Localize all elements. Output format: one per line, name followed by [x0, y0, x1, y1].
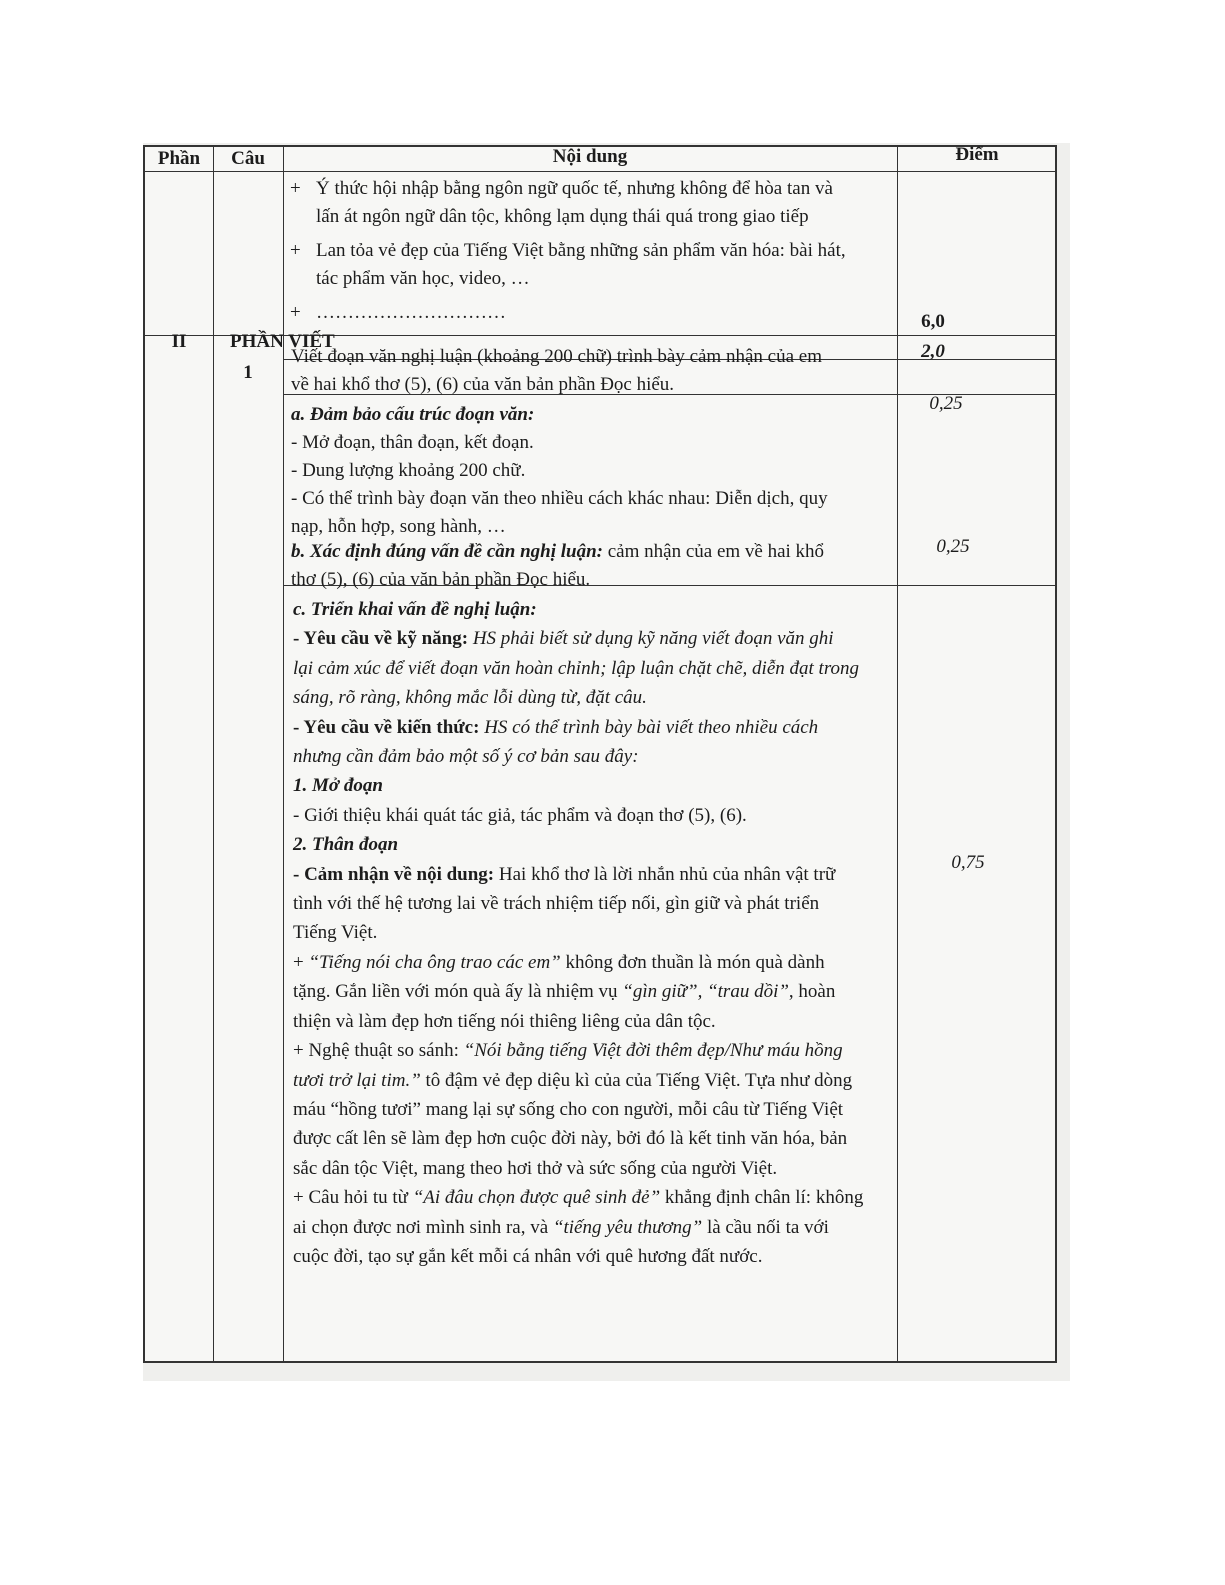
question-prompt: Viết đoạn văn nghị luận (khoảng 200 chữ) trình bày cảm nhận của em về hai khổ thơ (5), (6) của văn bản phần Đọc hiểu.	[291, 346, 822, 395]
part-b: b. Xác định đúng vấn đề cần nghị luận: cảm nhận của em về hai khổ thơ (5), (6) của văn bản phần Đọc hiểu.	[291, 541, 825, 590]
answer-key-table	[143, 145, 1057, 1363]
heading-than-doan: 2. Thân đoạn	[293, 834, 399, 856]
continued-list: + Ý thức hội nhập bằng ngôn ngữ quốc tế, nhưng không để hòa tan và lấn át ngôn ngữ dân tộc, không lạm dụng thái quá trong giao tiếp + Lan tỏa vẻ đẹp của Tiếng Việt bằng những sản phẩm văn hóa: bài hát, tác phẩm văn học, video, … + …………………………	[290, 175, 890, 327]
header-phan: Phần	[157, 148, 201, 169]
part-a-score: 0,25	[929, 393, 963, 414]
header-cau: Câu	[231, 148, 265, 169]
header-noidung: Nội dung	[552, 146, 628, 167]
list-item: + Ý thức hội nhập bằng ngôn ngữ quốc tế, nhưng không để hòa tan và	[290, 178, 833, 199]
section-roman: II	[171, 331, 187, 352]
heading-mo-doan: 1. Mở đoạn	[293, 775, 383, 797]
header-diem: Điểm	[955, 144, 999, 165]
question-score: 2,0	[921, 341, 945, 362]
section-score: 6,0	[921, 311, 945, 332]
list-item: + Lan tỏa vẻ đẹp của Tiếng Việt bằng những sản phẩm văn hóa: bài hát,	[290, 240, 846, 261]
list-item: + …………………………	[290, 302, 506, 323]
part-c-title: c. Triển khai vấn đề nghị luận:	[293, 599, 537, 620]
section-title: PHẦN VIẾT	[230, 331, 335, 352]
part-a-title: a. Đảm bảo cấu trúc đoạn văn:	[291, 404, 535, 425]
part-c-score: 0,75	[951, 852, 985, 873]
col-divider-phan	[213, 147, 214, 1361]
part-a: a. Đảm bảo cấu trúc đoạn văn: - Mở đoạn, thân đoạn, kết đoạn. - Dung lượng khoảng 200 chữ. - Có thể trình bày đoạn văn theo nhiều cách khác nhau: Diễn dịch, quy nạp, hỗn hợp, song hành, …	[291, 401, 828, 541]
part-b-title: b. Xác định đúng vấn đề cần nghị luận:	[291, 541, 603, 562]
question-number: 1	[243, 362, 253, 383]
col-divider-noidung	[897, 147, 898, 1361]
part-c: c. Triển khai vấn đề nghị luận: - Yêu cầu về kỹ năng: HS phải biết sử dụng kỹ năng viết đoạn văn ghi lại cảm xúc để viết đoạn văn hoàn chỉnh; lập luận chặt chẽ, diễn đạt trong sáng, rõ ràng, không mắc lỗi dùng từ, đặt câu. - Yêu cầu về kiến thức: HS có thể trình bày bài viết theo nhiều cách nhưng cần đảm bảo một số ý cơ bản sau đây: 1. Mở đoạn - Giới thiệu khái quát tác giả, tác phẩm và đoạn thơ (5), (6). 2. Thân đoạn - Cảm nhận về nội dung: Hai khổ thơ là lời nhắn nhủ của nhân vật trữ tình với thế hệ tương lai về trách nhiệm tiếp nối, gìn giữ và phát triển Tiếng Việt. + “Tiếng nói cha ông trao các em” không đơn thuần là món quà dành tặng. Gắn liền với món quà ấy là nhiệm vụ “gìn giữ”, “trau dồi”, hoàn thiện và làm đẹp hơn tiếng nói thiêng liêng của dân tộc. + Nghệ thuật so sánh: “Nói bằng tiếng Việt đời thêm đẹp/Như máu hồng tươi trở lại tim.” tô đậm vẻ đẹp diệu kì của của Tiếng Việt. Tựa như dòng máu “hồng tươi” mang lại sự sống cho con người, mỗi câu từ Tiếng Việt được cất lên sẽ làm đẹp hơn cuộc đời này, bởi đó là kết tinh văn hóa, bản sắc dân tộc Việt, mang theo hơi thở và sức sống của người Việt. + Câu hỏi tu từ “Ai đâu chọn được quê sinh đẻ” khẳng định chân lí: không ai chọn được nơi mình sinh ra, và “tiếng yêu thương” là cầu nối ta với cuộc đời, tạo sự gắn kết mỗi cá nhân với quê hương đất nước.	[293, 595, 863, 1271]
part-b-score: 0,25	[936, 536, 970, 557]
